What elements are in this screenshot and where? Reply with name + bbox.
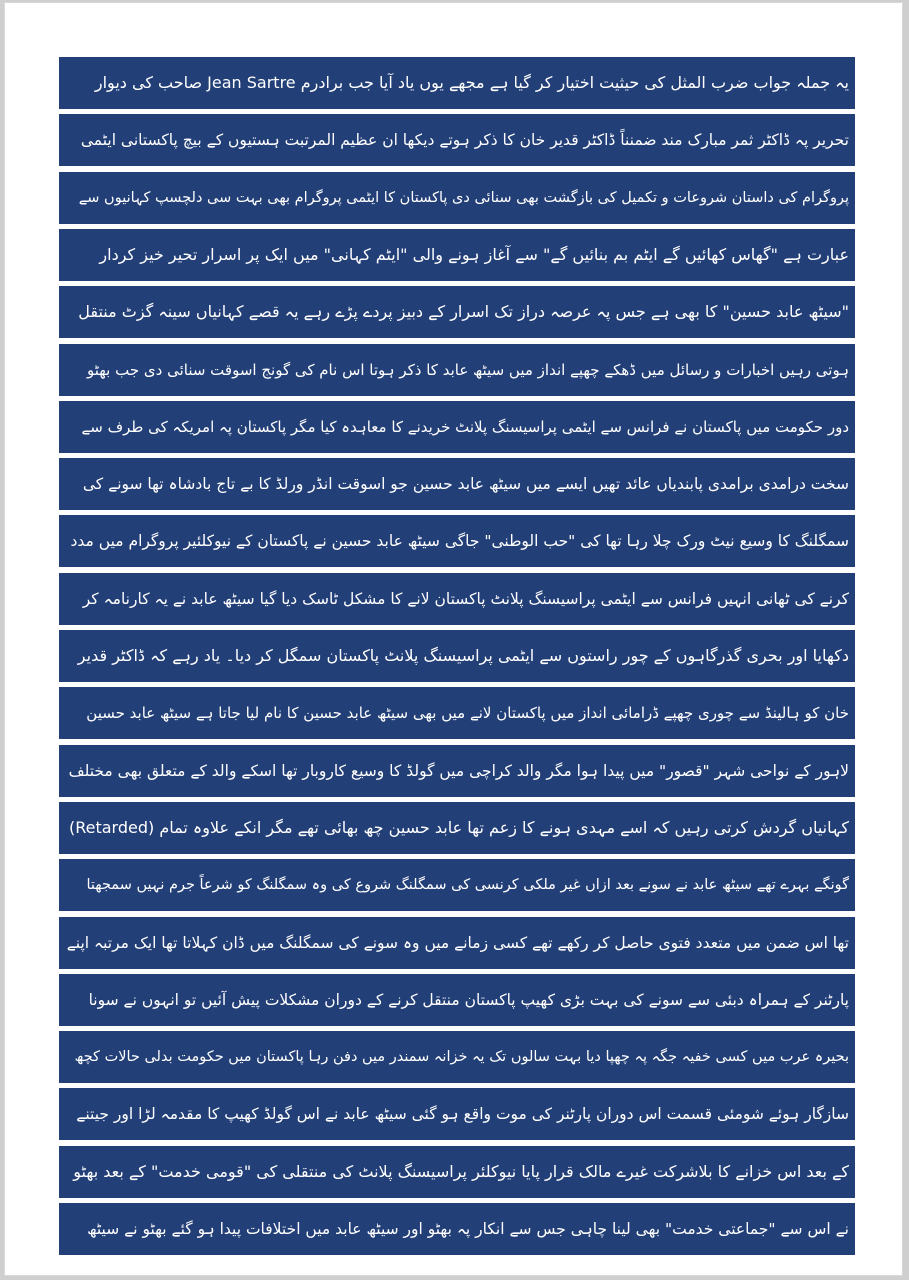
text-line: تھا اس ضمن میں متعدد فتوی حاصل کر رکھے تھے کسی زمانے میں وہ سونے کی سمگلنگ میں ڈان کہلاتا تھا ایک مرتبہ اپنے [59,917,855,969]
text-line: دور حکومت میں پاکستان نے فرانس سے ایٹمی پراسیسنگ پلانٹ خریدنے کا معاہدہ کیا مگر پاکستان پہ امریکہ کی طرف سے [59,401,855,453]
text-line: یہ جملہ جواب ضرب المثل کی حیثیت اختیار کر گیا ہے مجھے یوں یاد آیا جب برادرم Jean Sartre صاحب کی دیوار [59,57,855,109]
text-line: "سیٹھ عابد حسین" کا بھی ہے جس پہ عرصہ دراز تک اسرار کے دبیز پردے پڑے رہے یہ قصے کہانیاں سینہ گزٹ منتقل [59,286,855,338]
text-line: پارٹنر کے ہمراہ دبئی سے سونے کی بہت بڑی کھیپ پاکستان منتقل کرنے کے دوران مشکلات پیش آئیں تو انہوں نے سونا [59,974,855,1026]
text-line: عبارت ہے "گھاس کھائیں گے ایٹم بم بنائیں گے" سے آغاز ہونے والی "ایٹم کہانی" میں ایک پر اسرار تحیر خیز کردار [59,229,855,281]
text-line: ہوتی رہیں اخبارات و رسائل میں ڈھکے چھپے انداز میں سیٹھ عابد کا ذکر ہوتا اس نام کی گونج اسوقت سنائی دی جب بھٹو [59,344,855,396]
text-line: کہانیاں گردش کرتی رہیں کہ اسے مہدی ہونے کا زعم تھا عابد حسین چھ بھائی تھے مگر انکے علاوہ تمام (Retarded) [59,802,855,854]
text-line: بحیرہ عرب میں کسی خفیہ جگہ پہ چھپا دیا بہت سالوں تک یہ خزانہ سمندر میں دفن رہا پاکستان میں حکومت بدلی حالات کچھ [59,1031,855,1083]
text-line: پروگرام کی داستان شروعات و تکمیل کی بازگشت بھی سنائی دی پاکستان کا ایٹمی پروگرام بھی بہت سی دلچسپ کہانیوں سے [59,172,855,224]
text-line: تحریر پہ ڈاکٹر ثمر مبارک مند ضمنناً ڈاکٹر قدیر خان کا ذکر ہوتے دیکھا ان عظیم المرتبت ہستیوں کے بیچ پاکستانی ایٹمی [59,114,855,166]
text-line: کے بعد اس خزانے کا بلاشرکت غیرے مالک قرار پایا نیوکلئر پراسیسنگ پلانٹ کی منتقلی کی "قومی خدمت" کے بعد بھٹو [59,1146,855,1198]
text-line: سمگلنگ کا وسیع نیٹ ورک چلا رہا تھا کی "حب الوطنی" جاگی سیٹھ عابد حسین نے پاکستان کے نیوکلئیر پروگرام میں مدد [59,515,855,567]
document-page [4,2,903,1276]
text-line: لاہور کے نواحی شہر "قصور" میں پیدا ہوا مگر والد کراچی میں گولڈ کا وسیع کاروبار تھا اسکے والد کے متعلق بھی مختلف [59,745,855,797]
text-line: خان کو ہالینڈ سے چوری چھپے ڈرامائی انداز میں پاکستان لانے میں بھی سیٹھ عابد حسین کا نام لیا جاتا ہے سیٹھ عابد حسین [59,687,855,739]
text-line: نے اس سے "جماعتی خدمت" بھی لینا چاہی جس سے انکار پہ بھٹو اور سیٹھ عابد میں اختلافات پیدا ہو گئے بھٹو نے سیٹھ [59,1203,855,1255]
text-line: دکھایا اور بحری گذرگاہوں کے چور راستوں سے ایٹمی پراسیسنگ پلانٹ پاکستان سمگل کر دیا۔ یاد رہے کہ ڈاکٹر قدیر [59,630,855,682]
text-line: کرنے کی ٹھانی انہیں فرانس سے ایٹمی پراسیسنگ پلانٹ پاکستان لانے کا مشکل ٹاسک دیا گیا سیٹھ عابد نے یہ کارنامہ کر [59,573,855,625]
text-line: سخت درامدی برامدی پابندیاں عائد تھیں ایسے میں سیٹھ عابد حسین جو اسوقت انڈر ورلڈ کا بے تاج بادشاہ تھا سونے کی [59,458,855,510]
text-line: سازگار ہوئے شومئی قسمت اس دوران پارٹنر کی موت واقع ہو گئی سیٹھ عابد نے اس گولڈ کھیپ کا مقدمہ لڑا اور جیتنے [59,1088,855,1140]
text-line: گونگے بہرے تھے سیٹھ عابد نے سونے بعد ازاں غیر ملکی کرنسی کی سمگلنگ شروع کی وہ سمگلنگ کو شرعاً جرم نہیں سمجھتا [59,859,855,911]
